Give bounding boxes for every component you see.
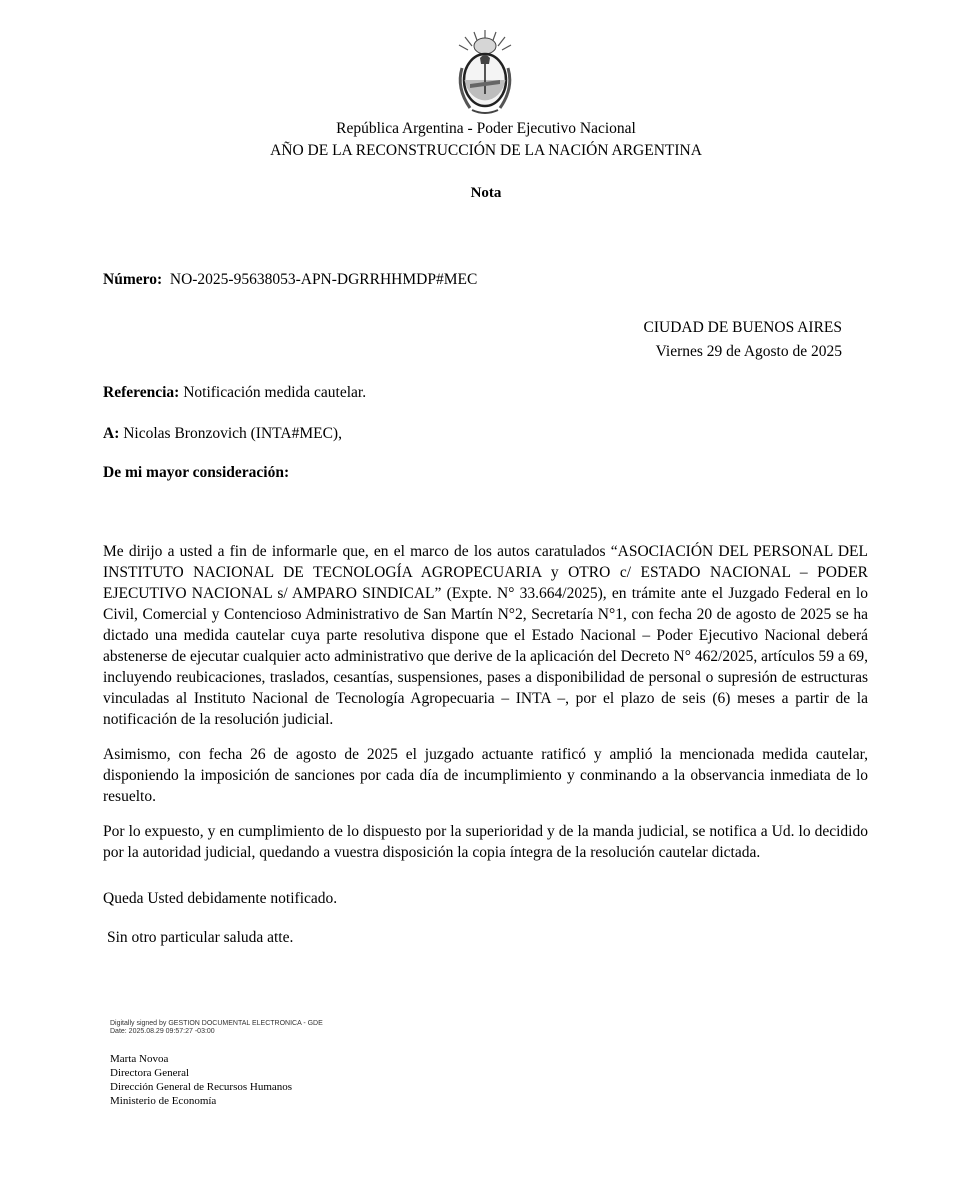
header-government: República Argentina - Poder Ejecutivo Nacional [336, 120, 636, 137]
document-number-value: NO-2025-95638053-APN-DGRRHHMDP#MEC [169, 271, 478, 288]
date: Viernes 29 de Agosto de 2025 [655, 343, 842, 360]
place-date [644, 316, 843, 364]
body-paragraph-2: Asimismo, con fecha 26 de agosto de 2025 el juzgado actuante ratificó y amplió la mencionada medida cautelar, disponiendo la imposición de sanciones por cada día de incumplimiento y conminando a la observancia inmediata de lo resuelto. [103, 746, 868, 805]
signatory-department: Dirección General de Recursos Humanos [110, 1081, 293, 1093]
reference-label: Referencia: [103, 384, 180, 401]
signatory-ministry: Ministerio de Economía [110, 1095, 217, 1107]
document-number [103, 271, 477, 289]
signatory-name: Marta Novoa [110, 1053, 169, 1065]
digital-signature-date: Date: 2025.08.29 09:57:27 -03:00 [110, 1028, 215, 1035]
signatory-block [110, 1052, 292, 1108]
recipient-label: A: [103, 425, 120, 442]
body-text [103, 541, 868, 877]
document-number-label: Número: [103, 271, 163, 288]
coat-of-arms-icon [452, 28, 518, 116]
digital-signature-line: Digitally signed by GESTION DOCUMENTAL ELECTRONICA - GDE [110, 1020, 323, 1027]
document-type: Nota [470, 185, 502, 201]
closing-line-1: Queda Usted debidamente notificado. [103, 890, 338, 907]
recipient-value: Nicolas Bronzovich (INTA#MEC), [123, 425, 342, 442]
header-year-motto: AÑO DE LA RECONSTRUCCIÓN DE LA NACIÓN ARGENTINA [270, 142, 702, 159]
closing-line-2: Sin otro particular saluda atte. [107, 929, 294, 946]
opening-salutation: De mi mayor consideración: [103, 464, 290, 481]
recipient [103, 425, 342, 443]
city: CIUDAD DE BUENOS AIRES [643, 319, 842, 336]
body-paragraph-3: Por lo expuesto, y en cumplimiento de lo dispuesto por la superioridad y de la manda judicial, se notifica a Ud. lo decidido por la autoridad judicial, quedando a vuestra disposición la copia íntegra de la resolución cautelar dictada. [103, 823, 868, 861]
reference-value: Notificación medida cautelar. [183, 384, 367, 401]
reference [103, 384, 366, 402]
digital-signature-stamp [110, 1020, 323, 1036]
signatory-title: Directora General [110, 1067, 190, 1079]
body-paragraph-1: Me dirijo a usted a fin de informarle que, en el marco de los autos caratulados “ASOCIACIÓN DEL PERSONAL DEL INSTITUTO NACIONAL DE TECNOLOGÍA AGROPECUARIA y OTRO c/ ESTADO NACIONAL – PODER EJECUTIVO NACIONAL s/ AMPARO SINDICAL” (Expte. N° 33.664/2025), en trámite ante el Juzgado Federal en lo Civil, Comercial y Contencioso Administrativo de San Martín N°2, Secretaría N°1, con fecha 20 de agosto de 2025 se ha dictado una medida cautelar cuya parte resolutiva dispone que el Estado Nacional – Poder Ejecutivo Nacional deberá abstenerse de ejecutar cualquier acto administrativo que derive de la aplicación del Decreto N° 462/2025, artículos 59 a 69, incluyendo reubicaciones, traslados, cesantías, suspensiones, pases a disponibilidad de personal o supresión de estructuras vinculadas al Instituto Nacional de Tecnología Agropecuaria – INTA –, por el plazo de seis (6) meses a partir de la notificación de la resolución judicial. [103, 543, 868, 728]
